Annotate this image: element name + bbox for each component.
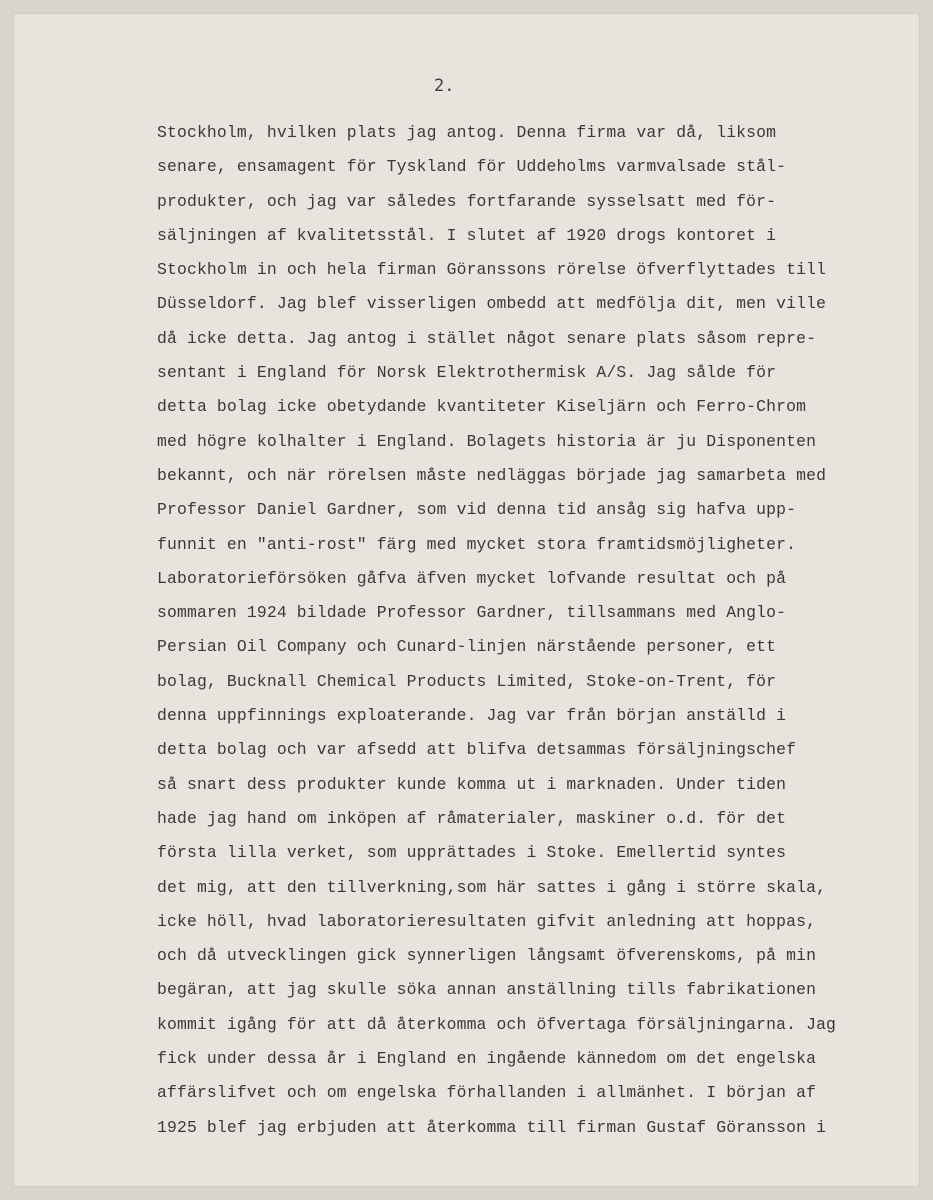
text-line: med högre kolhalter i England. Bolagets historia är ju Disponenten bbox=[157, 431, 817, 451]
text-line: fick under dessa år i England en ingående kännedom om det engelska bbox=[157, 1049, 817, 1069]
text-line: säljningen af kvalitetsstål. I slutet af 1920 drogs kontoret i bbox=[157, 225, 777, 245]
text-line: sommaren 1924 bildade Professor Gardner, tillsammans med Anglo- bbox=[157, 603, 787, 623]
text-line: Professor Daniel Gardner, som vid denna tid ansåg sig hafva upp- bbox=[157, 500, 797, 520]
text-line: detta bolag icke obetydande kvantiteter Kiseljärn och Ferro-Chrom bbox=[157, 397, 807, 417]
text-line: Düsseldorf. Jag blef visserligen ombedd att medfölja dit, men ville bbox=[157, 294, 827, 314]
text-line: bekannt, och när rörelsen måste nedläggas började jag samarbeta med bbox=[157, 465, 827, 485]
text-line: Laboratorieförsöken gåfva äfven mycket lofvande resultat och på bbox=[157, 568, 787, 588]
text-line: senare, ensamagent för Tyskland för Uddeholms varmvalsade stål- bbox=[157, 157, 787, 177]
text-line: 1925 blef jag erbjuden att återkomma till firman Gustaf Göransson i bbox=[157, 1117, 827, 1137]
page-number: 2. bbox=[434, 76, 455, 96]
text-line: Stockholm, hvilken plats jag antog. Denna firma var då, liksom bbox=[157, 123, 777, 142]
text-line: detta bolag och var afsedd att blifva detsammas försäljningschef bbox=[157, 740, 797, 760]
text-line: då icke detta. Jag antog i stället något senare plats såsom repre- bbox=[157, 328, 817, 348]
text-line: det mig, att den tillverkning,som här sattes i gång i större skala, bbox=[157, 877, 827, 897]
text-line: Persian Oil Company och Cunard-linjen närstående personer, ett bbox=[157, 637, 777, 657]
document-page bbox=[14, 14, 919, 1186]
text-line: så snart dess produkter kunde komma ut i marknaden. Under tiden bbox=[157, 774, 787, 794]
text-line: kommit igång för att då återkomma och öfvertaga försäljningarna. Jag bbox=[157, 1014, 837, 1034]
text-line: icke höll, hvad laboratorieresultaten gifvit anledning att hoppas, bbox=[157, 911, 817, 931]
text-line: bolag, Bucknall Chemical Products Limited, Stoke-on-Trent, för bbox=[157, 671, 777, 691]
text-line: produkter, och jag var således fortfarande sysselsatt med för- bbox=[157, 191, 777, 211]
text-line: begäran, att jag skulle söka annan anställning tills fabrikationen bbox=[157, 980, 817, 1000]
text-line: hade jag hand om inköpen af råmaterialer, maskiner o.d. för det bbox=[157, 808, 787, 828]
text-line: första lilla verket, som upprättades i Stoke. Emellertid syntes bbox=[157, 843, 787, 863]
text-line: sentant i England för Norsk Elektrothermisk A/S. Jag sålde för bbox=[157, 363, 777, 383]
text-line: och då utvecklingen gick synnerligen långsamt öfverenskoms, på min bbox=[157, 946, 817, 966]
text-line: funnit en "anti-rost" färg med mycket stora framtidsmöjligheter. bbox=[157, 534, 797, 554]
text-line: Stockholm in och hela firman Göranssons rörelse öfverflyttades till bbox=[157, 260, 827, 280]
text-line: denna uppfinnings exploaterande. Jag var från början anställd i bbox=[157, 706, 787, 726]
text-line: affärslifvet och om engelska förhallanden i allmänhet. I början af bbox=[157, 1083, 817, 1103]
typed-text-body bbox=[157, 116, 877, 1145]
